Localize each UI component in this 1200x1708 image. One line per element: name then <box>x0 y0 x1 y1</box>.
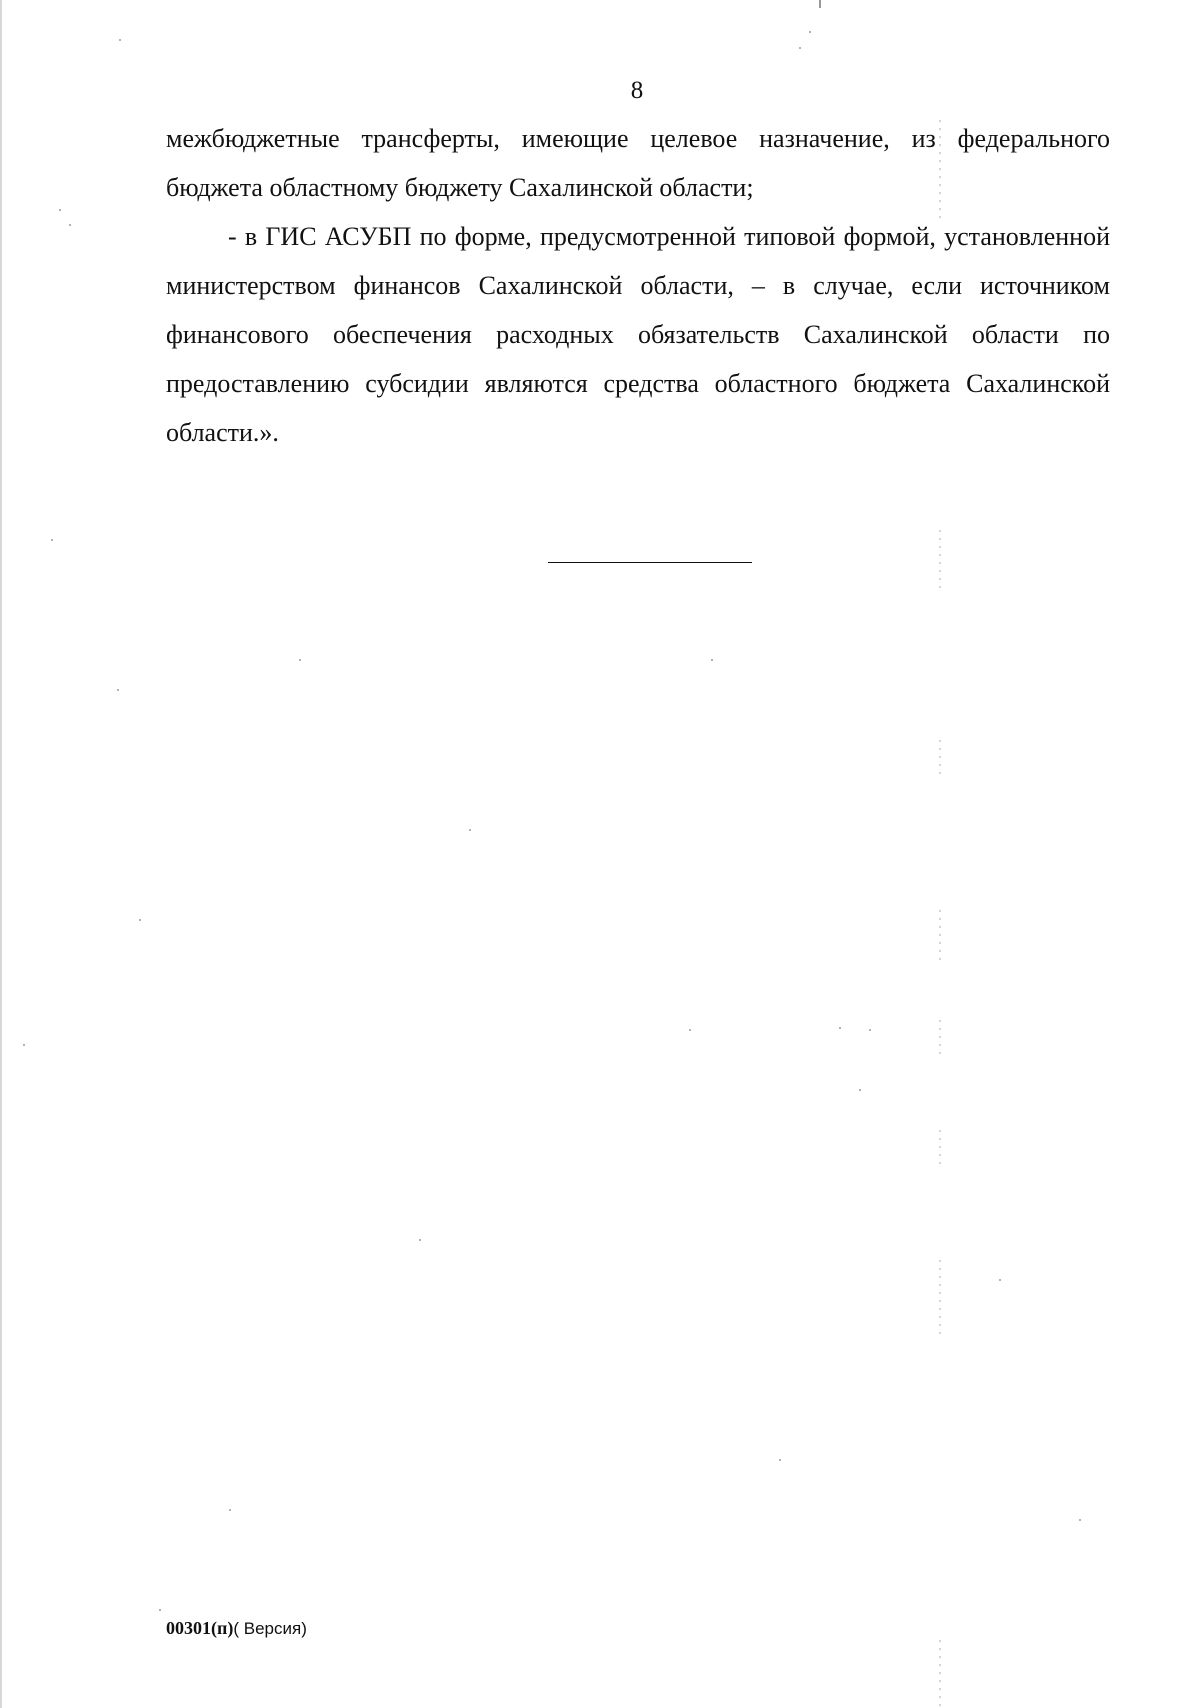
section-separator-line <box>548 562 752 563</box>
footer-document-code <box>166 1617 307 1640</box>
page-number: 8 <box>630 77 644 104</box>
body-text <box>166 114 1110 457</box>
footer-version: ( Версия) <box>233 1619 307 1638</box>
paragraph-transfers: межбюджетные трансферты, имеющие целевое назначение, из федерального бюджета областному бюджету Сахалинской области; <box>166 124 1110 202</box>
scan-left-edge <box>0 0 2 1708</box>
paragraph-gis-asubp: - в ГИС АСУБП по форме, предусмотренной типовой формой, установленной министерством финансов Сахалинской области, – в случае, если источником финансового обеспечения расходных обязательств Сахалинской области по предоставлению субсидии являются средства областного бюджета Сахалинской области.». <box>166 222 1110 447</box>
footer-code: 00301(п) <box>166 1618 234 1638</box>
